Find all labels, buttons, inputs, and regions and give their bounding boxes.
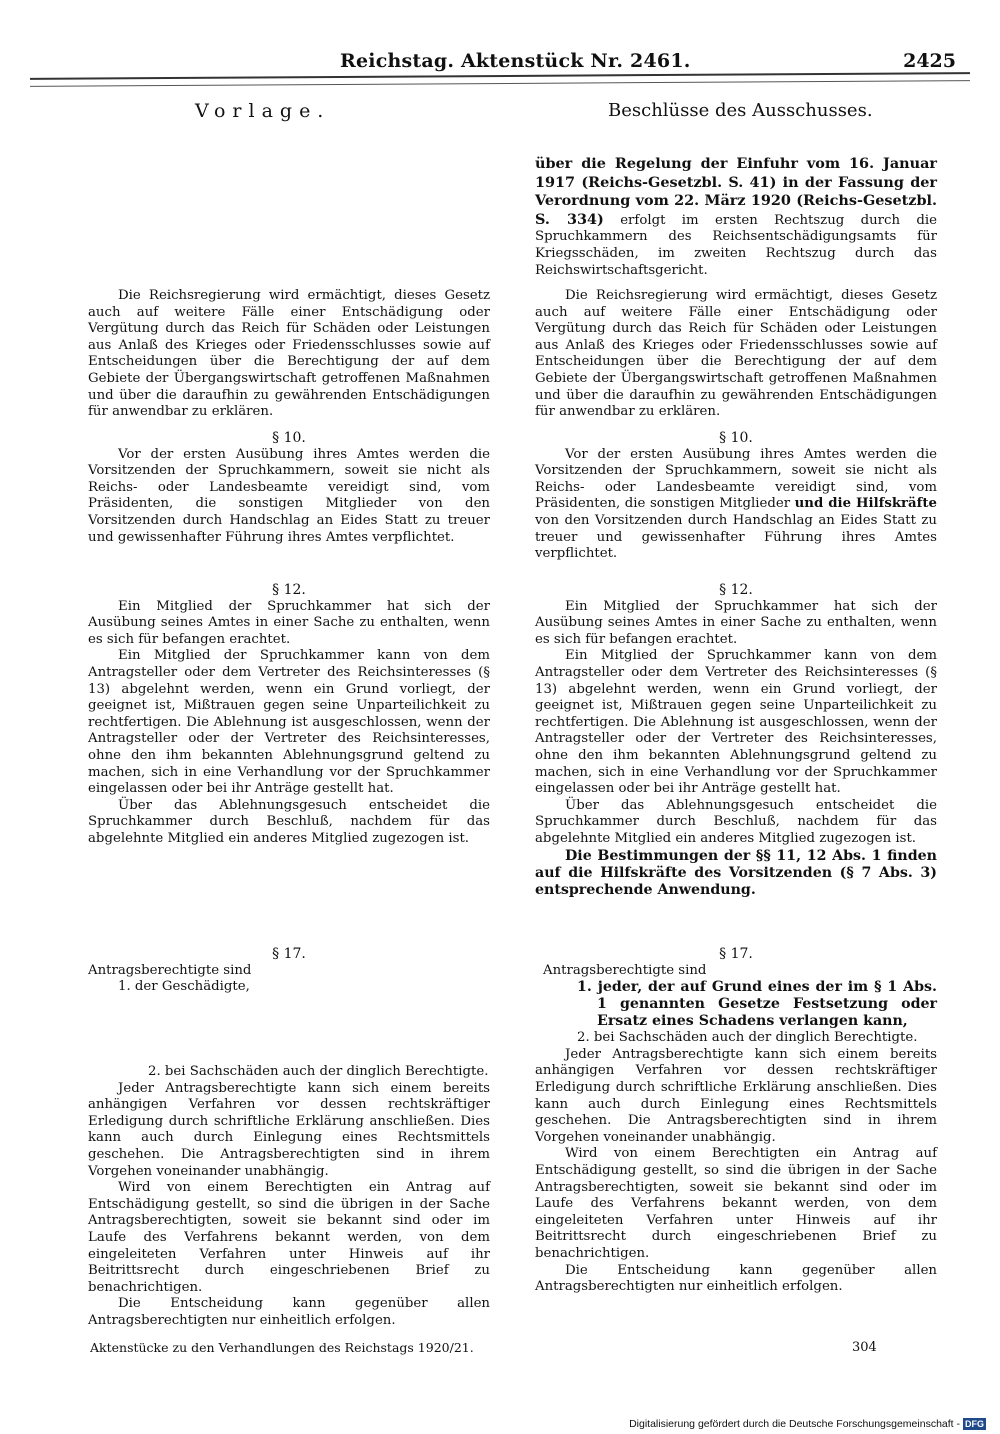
- right-p10-b: von den Vorsitzenden durch Handschlag an Eides Statt zu treuer und gewissenhafter Führung ihres Amtes verpflichtet.: [535, 512, 937, 562]
- right-p12-2: Ein Mitglied der Spruchkammer kann von dem Antragsteller oder dem Vertreter des Reichsinteresses (§ 13) abgelehnt werden, wenn ein Grund vorliegt, der geeignet ist, Mißtrauen gegen seine Unparteilichkeit zu rechtfertigen. Die Ablehnung ist ausgeschlossen, wenn der Antragsteller oder der Vertreter des Reichsinteresses, ohne den ihm bekannten Ablehnungsgrund geltend zu machen, sich in eine Verhandlung vor der Spruchkammer eingelassen oder bei ihr Anträge gestellt hat.: [535, 648, 937, 797]
- right-p17-c: Die Entscheidung kann gegenüber allen Antragsberechtigten nur einheitlich erfolgen.: [535, 1262, 937, 1295]
- right-column-heading: Beschlüsse des Ausschusses.: [608, 100, 873, 121]
- right-intro: [535, 155, 937, 279]
- right-p10: [535, 447, 937, 563]
- right-section-17: [535, 946, 937, 1296]
- right-section-12: [535, 582, 937, 899]
- section-heading: § 12.: [719, 582, 753, 598]
- section-heading: § 10.: [719, 430, 753, 446]
- footer-sheet-number: 304: [852, 1340, 877, 1355]
- right-p12-3: Über das Ablehnungsgesuch entscheidet die Spruchkammer durch Beschluß, nachdem für das abgelehnte Mitglied ein anderes Mitglied zugezogen ist.: [535, 797, 937, 846]
- dfg-logo-icon: DFG: [965, 1419, 984, 1429]
- right-p17-b: Wird von einem Berechtigten ein Antrag auf Entschädigung gestellt, so sind die übrigen in der Sache Antragsberechtigten, soweit sie bekannt sind oder im Laufe des Verfahrens bekannt werden, von dem eingeleiteten Verfahren unter Hinweis auf ihr Beitrittsrecht durch eingeschriebenen Brief zu benachrichtigen.: [535, 1146, 937, 1261]
- left-p12-1: Ein Mitglied der Spruchkammer hat sich der Ausübung seines Amtes in einer Sache zu enthalten, wenn es sich für befangen erachtet.: [88, 598, 490, 647]
- left-section-17-cont: [88, 1064, 490, 1330]
- section-heading: § 12.: [272, 582, 306, 598]
- right-section-10: [535, 430, 937, 563]
- page-number: 2425: [903, 50, 956, 72]
- right-intro-bold: über die Regelung der Einfuhr vom 16. Januar 1917 (Reichs-Gesetzbl. S. 41) in der Fassung der Verordnung vom 22. März 1920 (Reichs-Gesetzbl. S. 334): [535, 155, 937, 228]
- right-intro-rest: erfolgt im ersten Rechtszug durch die Spruchkammern des Reichsentschädigungsamts für Kriegsschäden, im zweiten Rechtszug durch das Reichswirtschaftsgericht.: [535, 212, 937, 278]
- right-regierung-text: Die Reichsregierung wird ermächtigt, dieses Gesetz auch auf weitere Fälle einer Entschädigung oder Vergütung durch das Reich für Schäden oder Leistungen aus Anlaß des Krieges oder Friedensschlusses sowie auf Entscheidungen über die Berechtigung der auf dem Gebiete der Übergangswirtschaft getroffenen Maßnahmen und über die daraufhin zu gewährenden Entschädigungen für anwendbar zu erklären.: [535, 288, 937, 420]
- left-regierung-paragraph: [88, 288, 490, 421]
- left-p12-2: Ein Mitglied der Spruchkammer kann von dem Antragsteller oder dem Vertreter des Reichsinteresses (§ 13) abgelehnt werden, wenn ein Grund vorliegt, der geeignet ist, Mißtrauen gegen seine Unparteilichkeit zu rechtfertigen. Die Ablehnung ist ausgeschlossen, wenn der Antragsteller oder der Vertreter des Reichsinteresses, ohne den ihm bekannten Ablehnungsgrund geltend zu machen, sich in eine Verhandlung vor der Spruchkammer eingelassen oder bei ihr Anträge gestellt hat.: [88, 648, 490, 797]
- left-section-12: [88, 582, 490, 848]
- left-p17-item1: 1. der Geschädigte,: [118, 979, 250, 995]
- left-p10: Vor der ersten Ausübung ihres Amtes werden die Vorsitzenden der Spruchkammern, soweit sie nicht als Reichs- oder Landesbeamte vereidigt sind, vom Präsidenten, die sonstigen Mitglieder von den Vorsitzenden durch Handschlag an Eides Statt zu treuer und gewissenhafter Führung ihres Amtes verpflichtet.: [88, 446, 490, 545]
- header-rule: [30, 72, 970, 87]
- left-p17-b: Wird von einem Berechtigten ein Antrag auf Entschädigung gestellt, so sind die übrigen in der Sache Antragsberechtigten, soweit sie bekannt sind oder im Laufe des Verfahrens bekannt werden, von dem eingeleiteten Verfahren unter Hinweis auf ihr Beitrittsrecht durch eingeschriebenen Brief zu benachrichtigen.: [88, 1180, 490, 1295]
- left-p17-item2: 2. bei Sachschäden auch der dinglich Berechtigte.: [148, 1064, 489, 1079]
- footer-source: Aktenstücke zu den Verhandlungen des Reichstags 1920/21.: [90, 1340, 474, 1355]
- right-p17-a: Jeder Antragsberechtigte kann sich einem bereits anhängigen Verfahren vor dessen rechtskräftiger Erledigung durch schriftliche Erklärung anschließen. Dies kann auch durch Einlegung eines Rechtsmittels geschehen. Die Antragsberechtigten sind in ihrem Vorgehen voneinander unabhängig.: [535, 1046, 937, 1145]
- right-p17-item1: 1. jeder, der auf Grund eines der im § 1 Abs. 1 genannten Gesetze Festsetzung oder Ersatz eines Schadens verlangen kann,: [577, 979, 937, 1030]
- right-p17-item2: 2. bei Sachschäden auch der dinglich Berechtigte.: [577, 1030, 918, 1046]
- left-section-10: [88, 430, 490, 546]
- right-p12-bold: Die Bestimmungen der §§ 11, 12 Abs. 1 finden auf die Hilfskräfte des Vorsitzenden (§ 7 Abs. 3) entsprechende Anwendung.: [535, 847, 937, 898]
- left-p12-3: Über das Ablehnungsgesuch entscheidet die Spruchkammer durch Beschluß, nachdem für das abgelehnte Mitglied ein anderes Mitglied zugezogen ist.: [88, 797, 490, 846]
- left-p17-c: Die Entscheidung kann gegenüber allen Antragsberechtigten nur einheitlich erfolgen.: [88, 1296, 490, 1328]
- left-column-heading: Vorlage.: [195, 100, 331, 122]
- left-p17-a: Jeder Antragsberechtigte kann sich einem bereits anhängigen Verfahren vor dessen rechtskräftiger Erledigung durch schriftliche Erklärung anschließen. Dies kann auch durch Einlegung eines Rechtsmittels geschehen. Die Antragsberechtigten sind in ihrem Vorgehen voneinander unabhängig.: [88, 1080, 490, 1179]
- section-heading: § 10.: [272, 430, 306, 446]
- left-p17-intro: Antragsberechtigte sind: [88, 962, 252, 978]
- section-heading: § 17.: [272, 946, 306, 962]
- right-p17-intro: Antragsberechtigte sind: [543, 962, 707, 978]
- right-p10-bold: und die Hilfskräfte: [794, 496, 937, 512]
- section-heading: § 17.: [719, 946, 753, 962]
- right-p10-a: Vor der ersten Ausübung ihres Amtes werden die Vorsitzenden der Spruchkammern, soweit sie nicht als Reichs- oder Landesbeamte vereidigt sind, vom Präsidenten, die sonstigen Mitglieder: [535, 446, 937, 512]
- running-title: Reichstag. Aktenstück Nr. 2461.: [340, 50, 691, 72]
- right-regierung-paragraph: [535, 288, 937, 421]
- dfg-notice: [629, 1418, 986, 1430]
- left-section-17: [88, 946, 490, 996]
- left-regierung-text: Die Reichsregierung wird ermächtigt, dieses Gesetz auch auf weitere Fälle einer Entschädigung oder Vergütung durch das Reich für Schäden oder Leistungen aus Anlaß des Krieges oder Friedensschlusses sowie auf Entscheidungen über die Berechtigung der auf dem Gebiete der Übergangswirtschaft getroffenen Maßnahmen und über die daraufhin zu gewährenden Entschädigungen für anwendbar zu erklären.: [88, 288, 490, 420]
- right-p12-1: Ein Mitglied der Spruchkammer hat sich der Ausübung seines Amtes in einer Sache zu enthalten, wenn es sich für befangen erachtet.: [535, 598, 937, 647]
- dfg-notice-text: Digitalisierung gefördert durch die Deutsche Forschungsgemeinschaft -: [629, 1418, 960, 1430]
